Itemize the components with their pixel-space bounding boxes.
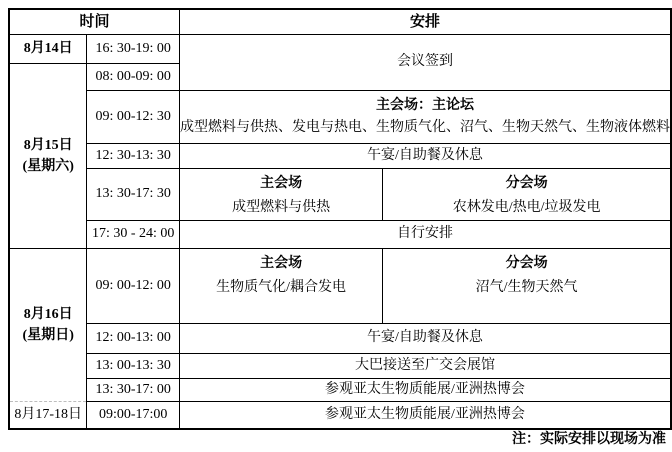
- main-venue-cell: [179, 248, 382, 323]
- weekday-text: (星期日): [22, 327, 74, 343]
- header-row: [9, 9, 671, 34]
- main-forum-topics: 成型燃料与供热、发电与热电、生物质气化、沼气、生物天然气、生物液体燃料: [179, 119, 670, 135]
- arrangement-cell-signin: 会议签到: [179, 34, 671, 90]
- time-cell: 13: 30-17: 30: [87, 168, 180, 220]
- arrangement-cell-free: 自行安排: [179, 220, 671, 248]
- main-venue-cell: [179, 168, 382, 220]
- branch-venue-detail: 农林发电/热电/垃圾发电: [452, 199, 601, 215]
- branch-venue-label: 分会场: [505, 255, 548, 271]
- table-row: [9, 143, 671, 168]
- table-row: [9, 353, 671, 378]
- time-cell: 13: 00-13: 30: [87, 353, 180, 378]
- branch-venue-cell: [383, 168, 671, 220]
- time-cell: 13: 30-17: 00: [87, 378, 180, 401]
- date-cell-aug14: 8月14日: [9, 34, 87, 63]
- arrangement-cell-main-forum: [179, 90, 671, 143]
- time-cell: 09:00-17:00: [87, 401, 180, 429]
- time-cell: 16: 30-19: 00: [87, 34, 180, 63]
- footnote: 注：实际安排以现场为准: [512, 432, 666, 447]
- branch-venue-detail: 沼气/生物天然气: [475, 279, 578, 295]
- arrangement-cell-expo: 参观亚太生物质能展/亚洲热博会: [179, 378, 671, 401]
- table-row: [9, 401, 671, 429]
- table-row: [9, 248, 671, 323]
- table-row: [9, 168, 671, 220]
- arrangement-column-header: 安排: [179, 9, 671, 34]
- table-row: [9, 323, 671, 353]
- date-text: 8月15日: [23, 137, 73, 153]
- table-row: [9, 378, 671, 401]
- date-cell-aug15: [9, 63, 87, 248]
- date-cell-aug16: [9, 248, 87, 401]
- time-cell: 12: 00-13: 00: [87, 323, 180, 353]
- main-venue-detail: 生物质气化/耦合发电: [216, 279, 347, 295]
- time-cell: 09: 00-12: 30: [87, 90, 180, 143]
- arrangement-cell-lunch: 午宴/自助餐及休息: [179, 143, 671, 168]
- time-cell: 17: 30 - 24: 00: [87, 220, 180, 248]
- date-text: 8月16日: [23, 306, 73, 322]
- time-cell: 08: 00-09: 00: [87, 63, 180, 90]
- main-venue-label: 主会场: [260, 175, 303, 191]
- table-row: [9, 34, 671, 63]
- branch-venue-label: 分会场: [505, 175, 548, 191]
- time-column-header: 时间: [9, 9, 179, 34]
- arrangement-cell-bus: 大巴接送至广交会展馆: [179, 353, 671, 378]
- main-forum-heading: 主会场：主论坛: [375, 97, 474, 113]
- time-cell: 09: 00-12: 00: [87, 248, 180, 323]
- time-cell: 12: 30-13: 30: [87, 143, 180, 168]
- weekday-text: (星期六): [22, 158, 74, 174]
- branch-venue-cell: [383, 248, 671, 323]
- main-venue-label: 主会场: [260, 255, 303, 271]
- table-row: [9, 90, 671, 143]
- date-cell-aug17-18: 8月17-18日: [9, 401, 87, 429]
- arrangement-cell-expo2: 参观亚太生物质能展/亚洲热博会: [179, 401, 671, 429]
- arrangement-cell-lunch2: 午宴/自助餐及休息: [179, 323, 671, 353]
- main-venue-detail: 成型燃料与供热: [232, 199, 331, 215]
- schedule-table: [8, 8, 672, 430]
- table-row: [9, 220, 671, 248]
